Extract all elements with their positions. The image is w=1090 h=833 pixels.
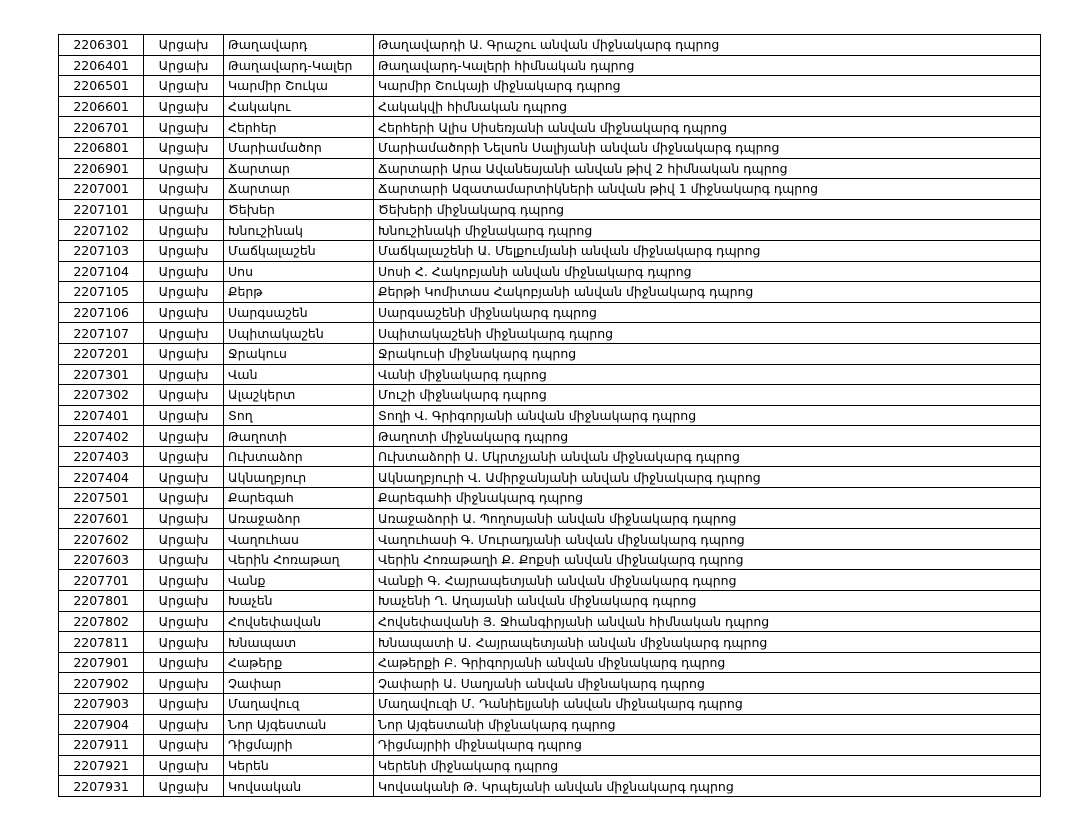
table-row bbox=[59, 302, 1041, 323]
table-row bbox=[59, 385, 1041, 406]
community-cell: Ծեխեր bbox=[224, 199, 374, 220]
region-cell: Արցախ bbox=[144, 220, 224, 241]
school-code-cell: 2206901 bbox=[59, 158, 144, 179]
table-body bbox=[59, 35, 1041, 797]
school-code-cell: 2206701 bbox=[59, 117, 144, 138]
community-cell: Ալաշկերտ bbox=[224, 385, 374, 406]
region-cell: Արցախ bbox=[144, 364, 224, 385]
school-name-cell: Հերհերի Ալիս Սիսեռյանի անվան միջնակարգ դպրոց bbox=[374, 117, 1041, 138]
region-cell: Արցախ bbox=[144, 714, 224, 735]
region-cell: Արցախ bbox=[144, 591, 224, 612]
school-name-cell: Հովսեփավանի Յ. Ջհանգիրյանի անվան հիմնական դպրոց bbox=[374, 611, 1041, 632]
school-name-cell: Թաղավարդի Ա. Գրաշու անվան միջնակարգ դպրոց bbox=[374, 35, 1041, 56]
table-row bbox=[59, 282, 1041, 303]
table-row bbox=[59, 632, 1041, 653]
community-cell: Թաղավարդ-Կալեր bbox=[224, 55, 374, 76]
school-name-cell: Վանի միջնակարգ դպրոց bbox=[374, 364, 1041, 385]
region-cell: Արցախ bbox=[144, 76, 224, 97]
region-cell: Արցախ bbox=[144, 35, 224, 56]
table-row bbox=[59, 35, 1041, 56]
school-code-cell: 2207103 bbox=[59, 240, 144, 261]
community-cell: Ճարտար bbox=[224, 179, 374, 200]
community-cell: Ջրակուս bbox=[224, 343, 374, 364]
school-name-cell: Վանքի Գ. Հայրապետյանի անվան միջնակարգ դպրոց bbox=[374, 570, 1041, 591]
school-code-cell: 2207302 bbox=[59, 385, 144, 406]
school-code-cell: 2207802 bbox=[59, 611, 144, 632]
community-cell: Տող bbox=[224, 405, 374, 426]
community-cell: Սարգսաշեն bbox=[224, 302, 374, 323]
table-row bbox=[59, 343, 1041, 364]
school-name-cell: Թաղավարդ-Կալերի հիմնական դպրոց bbox=[374, 55, 1041, 76]
school-code-cell: 2207301 bbox=[59, 364, 144, 385]
region-cell: Արցախ bbox=[144, 735, 224, 756]
region-cell: Արցախ bbox=[144, 117, 224, 138]
region-cell: Արցախ bbox=[144, 755, 224, 776]
region-cell: Արցախ bbox=[144, 302, 224, 323]
school-name-cell: Դիցմայրիի միջնակարգ դպրոց bbox=[374, 735, 1041, 756]
community-cell: Կերեն bbox=[224, 755, 374, 776]
school-name-cell: Խնուշինակի միջնակարգ դպրոց bbox=[374, 220, 1041, 241]
community-cell: Վերին Հոռաթաղ bbox=[224, 549, 374, 570]
community-cell: Վան bbox=[224, 364, 374, 385]
table-row bbox=[59, 426, 1041, 447]
table-row bbox=[59, 55, 1041, 76]
schools-table bbox=[58, 34, 1041, 797]
community-cell: Խնապատ bbox=[224, 632, 374, 653]
school-code-cell: 2207811 bbox=[59, 632, 144, 653]
region-cell: Արցախ bbox=[144, 261, 224, 282]
table-row bbox=[59, 199, 1041, 220]
school-name-cell: Չափարի Ա. Սաղյանի անվան միջնակարգ դպրոց bbox=[374, 673, 1041, 694]
region-cell: Արցախ bbox=[144, 446, 224, 467]
school-name-cell: Տողի Վ. Գրիգորյանի անվան միջնակարգ դպրոց bbox=[374, 405, 1041, 426]
region-cell: Արցախ bbox=[144, 96, 224, 117]
school-code-cell: 2207602 bbox=[59, 529, 144, 550]
table-row bbox=[59, 179, 1041, 200]
school-name-cell: Քարեգահի միջնակարգ դպրոց bbox=[374, 488, 1041, 509]
community-cell: Նոր Այգեստան bbox=[224, 714, 374, 735]
table-row bbox=[59, 591, 1041, 612]
region-cell: Արցախ bbox=[144, 611, 224, 632]
school-code-cell: 2206401 bbox=[59, 55, 144, 76]
community-cell: Թաղավարդ bbox=[224, 35, 374, 56]
community-cell: Մարիամածոր bbox=[224, 137, 374, 158]
school-name-cell: Կովսականի Թ. Կրպեյանի անվան միջնակարգ դպրոց bbox=[374, 776, 1041, 797]
community-cell: Սպիտակաշեն bbox=[224, 323, 374, 344]
region-cell: Արցախ bbox=[144, 632, 224, 653]
community-cell: Սոս bbox=[224, 261, 374, 282]
region-cell: Արցախ bbox=[144, 137, 224, 158]
community-cell: Մաճկալաշեն bbox=[224, 240, 374, 261]
community-cell: Վանք bbox=[224, 570, 374, 591]
table-row bbox=[59, 652, 1041, 673]
region-cell: Արցախ bbox=[144, 673, 224, 694]
region-cell: Արցախ bbox=[144, 488, 224, 509]
school-name-cell: Ծեխերի միջնակարգ դպրոց bbox=[374, 199, 1041, 220]
school-name-cell: Նոր Այգեստանի միջնակարգ դպրոց bbox=[374, 714, 1041, 735]
school-code-cell: 2207603 bbox=[59, 549, 144, 570]
region-cell: Արցախ bbox=[144, 385, 224, 406]
table-row bbox=[59, 446, 1041, 467]
region-cell: Արցախ bbox=[144, 549, 224, 570]
community-cell: Ճարտար bbox=[224, 158, 374, 179]
table-row bbox=[59, 137, 1041, 158]
school-code-cell: 2206501 bbox=[59, 76, 144, 97]
community-cell: Խնուշինակ bbox=[224, 220, 374, 241]
school-name-cell: Մարիամածորի Նելսոն Սալիյանի անվան միջնակարգ դպրոց bbox=[374, 137, 1041, 158]
table-row bbox=[59, 694, 1041, 715]
school-code-cell: 2206301 bbox=[59, 35, 144, 56]
school-name-cell: Թաղոտի միջնակարգ դպրոց bbox=[374, 426, 1041, 447]
school-name-cell: Հակակվի հիմնական դպրոց bbox=[374, 96, 1041, 117]
school-name-cell: Կերենի միջնակարգ դպրոց bbox=[374, 755, 1041, 776]
school-name-cell: Կարմիր Շուկայի միջնակարգ դպրոց bbox=[374, 76, 1041, 97]
table-row bbox=[59, 673, 1041, 694]
school-code-cell: 2207402 bbox=[59, 426, 144, 447]
region-cell: Արցախ bbox=[144, 652, 224, 673]
school-name-cell: Առաջաձորի Ա. Պողոսյանի անվան միջնակարգ դպրոց bbox=[374, 508, 1041, 529]
community-cell: Չափար bbox=[224, 673, 374, 694]
region-cell: Արցախ bbox=[144, 199, 224, 220]
table-row bbox=[59, 158, 1041, 179]
community-cell: Ուխտաձոր bbox=[224, 446, 374, 467]
region-cell: Արցախ bbox=[144, 282, 224, 303]
school-code-cell: 2207902 bbox=[59, 673, 144, 694]
school-name-cell: Խնապատի Ա. Հայրապետյանի անվան միջնակարգ դպրոց bbox=[374, 632, 1041, 653]
region-cell: Արցախ bbox=[144, 467, 224, 488]
school-name-cell: Մուշի միջնակարգ դպրոց bbox=[374, 385, 1041, 406]
school-name-cell: Հաթերքի Բ. Գրիգորյանի անվան միջնակարգ դպրոց bbox=[374, 652, 1041, 673]
school-code-cell: 2206601 bbox=[59, 96, 144, 117]
community-cell: Առաջաձոր bbox=[224, 508, 374, 529]
region-cell: Արցախ bbox=[144, 55, 224, 76]
school-name-cell: Ուխտաձորի Ա. Մկրտչյանի անվան միջնակարգ դպրոց bbox=[374, 446, 1041, 467]
school-code-cell: 2207106 bbox=[59, 302, 144, 323]
school-name-cell: Մաղավուզի Մ. Դանիելյանի անվան միջնակարգ դպրոց bbox=[374, 694, 1041, 715]
school-name-cell: Սարգսաշենի միջնակարգ դպրոց bbox=[374, 302, 1041, 323]
table-row bbox=[59, 611, 1041, 632]
school-code-cell: 2207904 bbox=[59, 714, 144, 735]
table-row bbox=[59, 570, 1041, 591]
region-cell: Արցախ bbox=[144, 426, 224, 447]
region-cell: Արցախ bbox=[144, 570, 224, 591]
school-code-cell: 2207901 bbox=[59, 652, 144, 673]
community-cell: Կարմիր Շուկա bbox=[224, 76, 374, 97]
table-row bbox=[59, 776, 1041, 797]
table-row bbox=[59, 467, 1041, 488]
table-row bbox=[59, 488, 1041, 509]
table-row bbox=[59, 323, 1041, 344]
table-row bbox=[59, 735, 1041, 756]
community-cell: Խաչեն bbox=[224, 591, 374, 612]
table-row bbox=[59, 714, 1041, 735]
school-code-cell: 2207104 bbox=[59, 261, 144, 282]
school-code-cell: 2207701 bbox=[59, 570, 144, 591]
table-row bbox=[59, 508, 1041, 529]
school-code-cell: 2207101 bbox=[59, 199, 144, 220]
school-code-cell: 2207001 bbox=[59, 179, 144, 200]
school-code-cell: 2207921 bbox=[59, 755, 144, 776]
community-cell: Մաղավուզ bbox=[224, 694, 374, 715]
community-cell: Կովսական bbox=[224, 776, 374, 797]
community-cell: Դիցմայրի bbox=[224, 735, 374, 756]
table-row bbox=[59, 96, 1041, 117]
community-cell: Հակակու bbox=[224, 96, 374, 117]
school-name-cell: Ակնաղբյուրի Վ. Ամիրջանյանի անվան միջնակարգ դպրոց bbox=[374, 467, 1041, 488]
school-code-cell: 2207501 bbox=[59, 488, 144, 509]
school-code-cell: 2207601 bbox=[59, 508, 144, 529]
school-code-cell: 2207102 bbox=[59, 220, 144, 241]
school-code-cell: 2207201 bbox=[59, 343, 144, 364]
school-code-cell: 2207911 bbox=[59, 735, 144, 756]
community-cell: Թաղոտի bbox=[224, 426, 374, 447]
table-row bbox=[59, 220, 1041, 241]
region-cell: Արցախ bbox=[144, 694, 224, 715]
community-cell: Հովսեփավան bbox=[224, 611, 374, 632]
community-cell: Հերհեր bbox=[224, 117, 374, 138]
region-cell: Արցախ bbox=[144, 529, 224, 550]
community-cell: Ակնաղբյուր bbox=[224, 467, 374, 488]
school-code-cell: 2207401 bbox=[59, 405, 144, 426]
table-row bbox=[59, 364, 1041, 385]
school-name-cell: Քերթի Կոմիտաս Հակոբյանի անվան միջնակարգ դպրոց bbox=[374, 282, 1041, 303]
region-cell: Արցախ bbox=[144, 405, 224, 426]
school-code-cell: 2207404 bbox=[59, 467, 144, 488]
region-cell: Արցախ bbox=[144, 179, 224, 200]
school-code-cell: 2207903 bbox=[59, 694, 144, 715]
region-cell: Արցախ bbox=[144, 343, 224, 364]
school-name-cell: Վերին Հոռաթաղի Ք. Քոքսի անվան միջնակարգ դպրոց bbox=[374, 549, 1041, 570]
region-cell: Արցախ bbox=[144, 508, 224, 529]
school-code-cell: 2207105 bbox=[59, 282, 144, 303]
table-row bbox=[59, 117, 1041, 138]
school-name-cell: Ճարտարի Ազատամարտիկների անվան թիվ 1 միջնակարգ դպրոց bbox=[374, 179, 1041, 200]
school-name-cell: Խաչենի Ղ. Աղայանի անվան միջնակարգ դպրոց bbox=[374, 591, 1041, 612]
school-name-cell: Ջրակուսի միջնակարգ դպրոց bbox=[374, 343, 1041, 364]
region-cell: Արցախ bbox=[144, 240, 224, 261]
community-cell: Վաղուհաս bbox=[224, 529, 374, 550]
school-name-cell: Մաճկալաշենի Ա. Մելքումյանի անվան միջնակարգ դպրոց bbox=[374, 240, 1041, 261]
community-cell: Հաթերք bbox=[224, 652, 374, 673]
school-code-cell: 2206801 bbox=[59, 137, 144, 158]
school-code-cell: 2207931 bbox=[59, 776, 144, 797]
region-cell: Արցախ bbox=[144, 776, 224, 797]
region-cell: Արցախ bbox=[144, 323, 224, 344]
school-code-cell: 2207801 bbox=[59, 591, 144, 612]
table-row bbox=[59, 76, 1041, 97]
school-code-cell: 2207107 bbox=[59, 323, 144, 344]
table-row bbox=[59, 549, 1041, 570]
school-name-cell: Ճարտարի Արա Ավանեսյանի անվան թիվ 2 հիմնական դպրոց bbox=[374, 158, 1041, 179]
school-code-cell: 2207403 bbox=[59, 446, 144, 467]
table-row bbox=[59, 261, 1041, 282]
school-name-cell: Վաղուհասի Գ. Մուրադյանի անվան միջնակարգ դպրոց bbox=[374, 529, 1041, 550]
region-cell: Արցախ bbox=[144, 158, 224, 179]
table-row bbox=[59, 240, 1041, 261]
table-row bbox=[59, 529, 1041, 550]
table-row bbox=[59, 755, 1041, 776]
community-cell: Քերթ bbox=[224, 282, 374, 303]
table-row bbox=[59, 405, 1041, 426]
school-name-cell: Սպիտակաշենի միջնակարգ դպրոց bbox=[374, 323, 1041, 344]
school-name-cell: Սոսի Հ. Հակոբյանի անվան միջնակարգ դպրոց bbox=[374, 261, 1041, 282]
community-cell: Քարեգահ bbox=[224, 488, 374, 509]
